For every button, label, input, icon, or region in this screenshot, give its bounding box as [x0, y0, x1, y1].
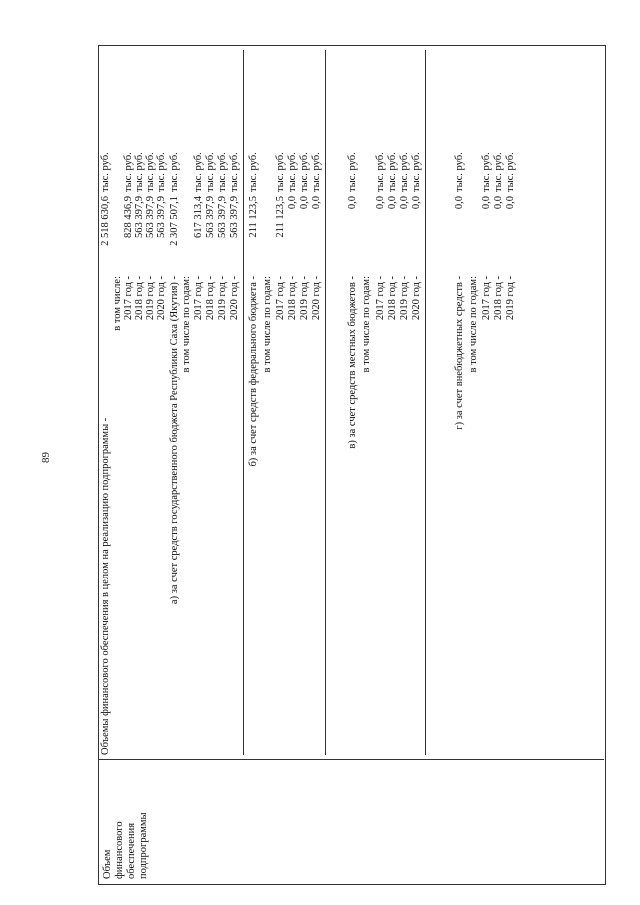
section-title: в) за счет средств местных бюджетов -	[347, 276, 358, 449]
year-label: 2020 год -	[311, 276, 322, 321]
year-row	[193, 50, 205, 755]
year-label: 2018 год -	[287, 276, 298, 321]
year-value: 0,0	[399, 196, 410, 210]
year-label: 2019 год -	[217, 276, 228, 321]
unit-label: тыс. руб.	[454, 152, 465, 192]
unit-label: тыс. руб.	[493, 152, 504, 192]
year-value: 0,0	[375, 196, 386, 210]
year-label: 2017 год -	[481, 276, 492, 321]
left-column-label	[102, 764, 150, 879]
section-sub-row	[181, 50, 193, 755]
year-row	[375, 50, 387, 755]
left-label-line: подпрограммы	[138, 812, 149, 879]
year-label: 2019 год -	[299, 276, 310, 321]
year-row	[229, 50, 241, 755]
sub-caption: в том числе по годам:	[468, 276, 479, 373]
year-value: 0,0	[505, 196, 516, 210]
rotated-table	[98, 45, 606, 885]
year-row	[311, 50, 323, 755]
year-value: 211 123,5	[275, 196, 286, 238]
year-value: 0,0	[287, 196, 298, 210]
unit-label: тыс. руб.	[134, 152, 145, 192]
left-label-line: обеспечения	[126, 822, 137, 879]
year-label: 2017 год -	[275, 276, 286, 321]
year-row	[505, 50, 517, 755]
unit-label: тыс. руб.	[411, 152, 422, 192]
unit-label: тыс. руб.	[100, 152, 111, 192]
unit-label: тыс. руб.	[375, 152, 386, 192]
section-sub-row	[468, 50, 480, 755]
unit-label: тыс. руб.	[287, 152, 298, 192]
year-label: 2019 год -	[399, 276, 410, 321]
year-value: 563 397,9	[156, 196, 167, 238]
year-row	[287, 50, 299, 755]
year-label: 2017 год -	[375, 276, 386, 321]
year-label: 2018 год -	[387, 276, 398, 321]
year-value: 617 313,4	[193, 196, 204, 238]
year-label: 2018 год -	[134, 276, 145, 321]
column-divider	[98, 759, 604, 760]
year-row	[156, 50, 168, 755]
section-sub-row	[262, 50, 274, 755]
year-value: 0,0	[493, 196, 504, 210]
year-row	[493, 50, 505, 755]
unit-label: тыс. руб.	[123, 152, 134, 192]
section-divider	[325, 50, 326, 755]
section-divider	[243, 50, 244, 755]
section-sub-row	[361, 50, 373, 755]
section-title: г) за счет внебюджетных средств -	[454, 276, 465, 430]
section-total-value: 0,0	[347, 196, 358, 210]
year-value: 563 397,9	[205, 196, 216, 238]
year-row	[299, 50, 311, 755]
unit-label: тыс. руб.	[169, 152, 180, 192]
funding-content	[100, 50, 600, 755]
section-total-value: 211 123,5	[248, 196, 259, 238]
unit-label: тыс. руб.	[275, 152, 286, 192]
year-value: 563 397,9	[145, 196, 156, 238]
header-total-value: 2 518 630,6	[100, 196, 111, 246]
year-row	[399, 50, 411, 755]
unit-label: тыс. руб.	[347, 152, 358, 192]
year-value: 0,0	[411, 196, 422, 210]
unit-label: тыс. руб.	[217, 152, 228, 192]
year-value: 0,0	[481, 196, 492, 210]
year-value: 0,0	[311, 196, 322, 210]
year-row	[411, 50, 423, 755]
page-number: 89	[40, 452, 52, 463]
section-total-row	[248, 50, 260, 755]
unit-label: тыс. руб.	[311, 152, 322, 192]
unit-label: тыс. руб.	[387, 152, 398, 192]
header-text: Объемы финансового обеспечения в целом на реализацию подпрограммы -	[100, 417, 111, 755]
sub-caption: в том числе по годам:	[361, 276, 372, 373]
section-divider	[425, 50, 426, 755]
section-total-value: 2 307 507,1	[169, 196, 180, 246]
year-label: 2018 год -	[493, 276, 504, 321]
year-value: 563 397,9	[217, 196, 228, 238]
unit-label: тыс. руб.	[156, 152, 167, 192]
section-title: а) за счет средств государственного бюджета Республики Саха (Якутия) -	[169, 276, 180, 605]
year-value: 0,0	[387, 196, 398, 210]
unit-label: тыс. руб.	[505, 152, 516, 192]
year-label: 2019 год -	[505, 276, 516, 321]
header-total-row	[100, 50, 112, 755]
year-label: 2020 год -	[229, 276, 240, 321]
year-value: 563 397,9	[229, 196, 240, 238]
year-value: 563 397,9	[134, 196, 145, 238]
left-label-line: Объем	[102, 849, 113, 879]
year-label: 2020 год -	[156, 276, 167, 321]
section-title: б) за счет средств федерального бюджета -	[248, 276, 259, 467]
sub-caption: в том числе по годам:	[181, 276, 192, 373]
unit-label: тыс. руб.	[145, 152, 156, 192]
year-value: 0,0	[299, 196, 310, 210]
unit-label: тыс. руб.	[248, 152, 259, 192]
section-total-value: 0,0	[454, 196, 465, 210]
sub-caption: в том числе по годам:	[262, 276, 273, 373]
year-label: 2019 год -	[145, 276, 156, 321]
year-label: 2018 год -	[205, 276, 216, 321]
year-row	[205, 50, 217, 755]
unit-label: тыс. руб.	[229, 152, 240, 192]
section-total-row	[454, 50, 466, 755]
year-row	[387, 50, 399, 755]
section-total-row	[169, 50, 181, 755]
section-total-row	[347, 50, 359, 755]
unit-label: тыс. руб.	[193, 152, 204, 192]
unit-label: тыс. руб.	[205, 152, 216, 192]
year-label: 2017 год -	[193, 276, 204, 321]
year-row	[275, 50, 287, 755]
unit-label: тыс. руб.	[299, 152, 310, 192]
sub-caption: в том числе:	[112, 276, 123, 331]
year-row	[481, 50, 493, 755]
year-label: 2020 год -	[411, 276, 422, 321]
left-label-line: финансового	[114, 821, 125, 879]
year-label: 2017 год -	[123, 276, 134, 321]
year-row	[217, 50, 229, 755]
unit-label: тыс. руб.	[481, 152, 492, 192]
unit-label: тыс. руб.	[399, 152, 410, 192]
year-value: 828 436,9	[123, 196, 134, 238]
